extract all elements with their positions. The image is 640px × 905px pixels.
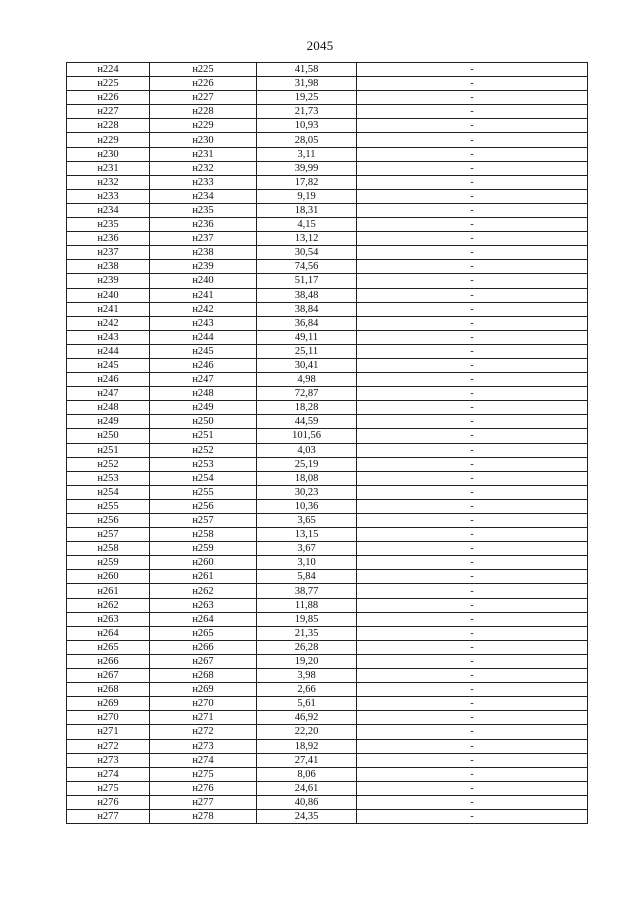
start-point-cell: н247 bbox=[67, 387, 150, 401]
end-point-cell: н248 bbox=[150, 387, 257, 401]
end-point-cell: н249 bbox=[150, 401, 257, 415]
note-cell: - bbox=[357, 316, 588, 330]
length-cell: 101,56 bbox=[257, 429, 357, 443]
end-point-cell: н239 bbox=[150, 260, 257, 274]
note-cell: - bbox=[357, 697, 588, 711]
start-point-cell: н277 bbox=[67, 809, 150, 823]
start-point-cell: н233 bbox=[67, 189, 150, 203]
length-cell: 21,73 bbox=[257, 105, 357, 119]
table-row bbox=[67, 443, 588, 457]
start-point-cell: н241 bbox=[67, 302, 150, 316]
table-row bbox=[67, 401, 588, 415]
length-cell: 27,41 bbox=[257, 753, 357, 767]
table-row bbox=[67, 387, 588, 401]
note-cell: - bbox=[357, 105, 588, 119]
start-point-cell: н271 bbox=[67, 725, 150, 739]
length-cell: 46,92 bbox=[257, 711, 357, 725]
table-row bbox=[67, 499, 588, 513]
table-row bbox=[67, 63, 588, 77]
length-cell: 30,41 bbox=[257, 358, 357, 372]
length-cell: 19,85 bbox=[257, 612, 357, 626]
note-cell: - bbox=[357, 457, 588, 471]
note-cell: - bbox=[357, 485, 588, 499]
length-cell: 2,66 bbox=[257, 683, 357, 697]
length-cell: 30,23 bbox=[257, 485, 357, 499]
table-row bbox=[67, 654, 588, 668]
end-point-cell: н278 bbox=[150, 809, 257, 823]
start-point-cell: н274 bbox=[67, 767, 150, 781]
start-point-cell: н272 bbox=[67, 739, 150, 753]
end-point-cell: н234 bbox=[150, 189, 257, 203]
table-row bbox=[67, 189, 588, 203]
note-cell: - bbox=[357, 556, 588, 570]
table-row bbox=[67, 302, 588, 316]
end-point-cell: н266 bbox=[150, 640, 257, 654]
start-point-cell: н275 bbox=[67, 781, 150, 795]
start-point-cell: н255 bbox=[67, 499, 150, 513]
end-point-cell: н233 bbox=[150, 175, 257, 189]
start-point-cell: н252 bbox=[67, 457, 150, 471]
end-point-cell: н257 bbox=[150, 514, 257, 528]
note-cell: - bbox=[357, 330, 588, 344]
start-point-cell: н262 bbox=[67, 598, 150, 612]
note-cell: - bbox=[357, 387, 588, 401]
start-point-cell: н268 bbox=[67, 683, 150, 697]
end-point-cell: н265 bbox=[150, 626, 257, 640]
length-cell: 72,87 bbox=[257, 387, 357, 401]
start-point-cell: н270 bbox=[67, 711, 150, 725]
table-row bbox=[67, 91, 588, 105]
end-point-cell: н245 bbox=[150, 344, 257, 358]
note-cell: - bbox=[357, 344, 588, 358]
start-point-cell: н248 bbox=[67, 401, 150, 415]
start-point-cell: н234 bbox=[67, 203, 150, 217]
start-point-cell: н226 bbox=[67, 91, 150, 105]
end-point-cell: н272 bbox=[150, 725, 257, 739]
note-cell: - bbox=[357, 415, 588, 429]
note-cell: - bbox=[357, 471, 588, 485]
note-cell: - bbox=[357, 77, 588, 91]
end-point-cell: н228 bbox=[150, 105, 257, 119]
end-point-cell: н229 bbox=[150, 119, 257, 133]
table-row bbox=[67, 739, 588, 753]
end-point-cell: н237 bbox=[150, 232, 257, 246]
end-point-cell: н268 bbox=[150, 669, 257, 683]
end-point-cell: н269 bbox=[150, 683, 257, 697]
table-row bbox=[67, 77, 588, 91]
table-row bbox=[67, 457, 588, 471]
note-cell: - bbox=[357, 640, 588, 654]
table-row bbox=[67, 485, 588, 499]
end-point-cell: н263 bbox=[150, 598, 257, 612]
note-cell: - bbox=[357, 175, 588, 189]
end-point-cell: н267 bbox=[150, 654, 257, 668]
length-cell: 5,84 bbox=[257, 570, 357, 584]
table-row bbox=[67, 232, 588, 246]
table-row bbox=[67, 274, 588, 288]
length-cell: 21,35 bbox=[257, 626, 357, 640]
table-row bbox=[67, 218, 588, 232]
table-row bbox=[67, 598, 588, 612]
table-row bbox=[67, 711, 588, 725]
note-cell: - bbox=[357, 443, 588, 457]
note-cell: - bbox=[357, 767, 588, 781]
start-point-cell: н238 bbox=[67, 260, 150, 274]
start-point-cell: н264 bbox=[67, 626, 150, 640]
table-row bbox=[67, 612, 588, 626]
start-point-cell: н250 bbox=[67, 429, 150, 443]
length-cell: 3,65 bbox=[257, 514, 357, 528]
end-point-cell: н231 bbox=[150, 147, 257, 161]
start-point-cell: н232 bbox=[67, 175, 150, 189]
length-cell: 19,25 bbox=[257, 91, 357, 105]
end-point-cell: н262 bbox=[150, 584, 257, 598]
start-point-cell: н257 bbox=[67, 528, 150, 542]
start-point-cell: н243 bbox=[67, 330, 150, 344]
table-row bbox=[67, 147, 588, 161]
note-cell: - bbox=[357, 232, 588, 246]
length-cell: 13,12 bbox=[257, 232, 357, 246]
table-row bbox=[67, 753, 588, 767]
note-cell: - bbox=[357, 203, 588, 217]
note-cell: - bbox=[357, 63, 588, 77]
length-cell: 38,77 bbox=[257, 584, 357, 598]
boundary-segments-table bbox=[66, 62, 588, 824]
length-cell: 3,11 bbox=[257, 147, 357, 161]
table-row bbox=[67, 767, 588, 781]
length-cell: 3,98 bbox=[257, 669, 357, 683]
start-point-cell: н240 bbox=[67, 288, 150, 302]
length-cell: 18,28 bbox=[257, 401, 357, 415]
start-point-cell: н235 bbox=[67, 218, 150, 232]
start-point-cell: н249 bbox=[67, 415, 150, 429]
end-point-cell: н256 bbox=[150, 499, 257, 513]
end-point-cell: н255 bbox=[150, 485, 257, 499]
note-cell: - bbox=[357, 612, 588, 626]
table-row bbox=[67, 260, 588, 274]
table-row bbox=[67, 133, 588, 147]
end-point-cell: н227 bbox=[150, 91, 257, 105]
length-cell: 51,17 bbox=[257, 274, 357, 288]
start-point-cell: н261 bbox=[67, 584, 150, 598]
end-point-cell: н244 bbox=[150, 330, 257, 344]
table-row bbox=[67, 344, 588, 358]
end-point-cell: н276 bbox=[150, 781, 257, 795]
note-cell: - bbox=[357, 91, 588, 105]
table-row bbox=[67, 105, 588, 119]
length-cell: 41,58 bbox=[257, 63, 357, 77]
end-point-cell: н250 bbox=[150, 415, 257, 429]
end-point-cell: н259 bbox=[150, 542, 257, 556]
table-row bbox=[67, 528, 588, 542]
start-point-cell: н237 bbox=[67, 246, 150, 260]
length-cell: 3,67 bbox=[257, 542, 357, 556]
note-cell: - bbox=[357, 669, 588, 683]
end-point-cell: н274 bbox=[150, 753, 257, 767]
note-cell: - bbox=[357, 302, 588, 316]
end-point-cell: н260 bbox=[150, 556, 257, 570]
length-cell: 4,98 bbox=[257, 373, 357, 387]
note-cell: - bbox=[357, 584, 588, 598]
end-point-cell: н238 bbox=[150, 246, 257, 260]
table-row bbox=[67, 358, 588, 372]
length-cell: 38,84 bbox=[257, 302, 357, 316]
note-cell: - bbox=[357, 781, 588, 795]
end-point-cell: н277 bbox=[150, 795, 257, 809]
table-row bbox=[67, 669, 588, 683]
start-point-cell: н258 bbox=[67, 542, 150, 556]
start-point-cell: н244 bbox=[67, 344, 150, 358]
end-point-cell: н251 bbox=[150, 429, 257, 443]
length-cell: 4,15 bbox=[257, 218, 357, 232]
start-point-cell: н228 bbox=[67, 119, 150, 133]
table-row bbox=[67, 415, 588, 429]
table-body bbox=[67, 63, 588, 824]
table-row bbox=[67, 697, 588, 711]
length-cell: 11,88 bbox=[257, 598, 357, 612]
note-cell: - bbox=[357, 246, 588, 260]
start-point-cell: н267 bbox=[67, 669, 150, 683]
note-cell: - bbox=[357, 514, 588, 528]
start-point-cell: н256 bbox=[67, 514, 150, 528]
end-point-cell: н264 bbox=[150, 612, 257, 626]
table-row bbox=[67, 556, 588, 570]
note-cell: - bbox=[357, 147, 588, 161]
table-row bbox=[67, 640, 588, 654]
start-point-cell: н266 bbox=[67, 654, 150, 668]
length-cell: 18,92 bbox=[257, 739, 357, 753]
note-cell: - bbox=[357, 753, 588, 767]
length-cell: 74,56 bbox=[257, 260, 357, 274]
start-point-cell: н259 bbox=[67, 556, 150, 570]
page-number: 2045 bbox=[306, 38, 334, 53]
note-cell: - bbox=[357, 739, 588, 753]
length-cell: 30,54 bbox=[257, 246, 357, 260]
start-point-cell: н230 bbox=[67, 147, 150, 161]
note-cell: - bbox=[357, 598, 588, 612]
end-point-cell: н242 bbox=[150, 302, 257, 316]
note-cell: - bbox=[357, 189, 588, 203]
note-cell: - bbox=[357, 274, 588, 288]
note-cell: - bbox=[357, 542, 588, 556]
table-row bbox=[67, 781, 588, 795]
length-cell: 10,93 bbox=[257, 119, 357, 133]
table-row bbox=[67, 471, 588, 485]
note-cell: - bbox=[357, 809, 588, 823]
start-point-cell: н229 bbox=[67, 133, 150, 147]
length-cell: 44,59 bbox=[257, 415, 357, 429]
note-cell: - bbox=[357, 654, 588, 668]
length-cell: 24,35 bbox=[257, 809, 357, 823]
start-point-cell: н260 bbox=[67, 570, 150, 584]
table-row bbox=[67, 246, 588, 260]
table-row bbox=[67, 119, 588, 133]
table-row bbox=[67, 161, 588, 175]
end-point-cell: н253 bbox=[150, 457, 257, 471]
length-cell: 18,31 bbox=[257, 203, 357, 217]
length-cell: 5,61 bbox=[257, 697, 357, 711]
end-point-cell: н230 bbox=[150, 133, 257, 147]
length-cell: 28,05 bbox=[257, 133, 357, 147]
length-cell: 24,61 bbox=[257, 781, 357, 795]
note-cell: - bbox=[357, 626, 588, 640]
end-point-cell: н226 bbox=[150, 77, 257, 91]
note-cell: - bbox=[357, 725, 588, 739]
start-point-cell: н251 bbox=[67, 443, 150, 457]
note-cell: - bbox=[357, 795, 588, 809]
table-row bbox=[67, 809, 588, 823]
end-point-cell: н247 bbox=[150, 373, 257, 387]
length-cell: 19,20 bbox=[257, 654, 357, 668]
start-point-cell: н224 bbox=[67, 63, 150, 77]
table-row bbox=[67, 429, 588, 443]
length-cell: 17,82 bbox=[257, 175, 357, 189]
note-cell: - bbox=[357, 570, 588, 584]
end-point-cell: н232 bbox=[150, 161, 257, 175]
start-point-cell: н236 bbox=[67, 232, 150, 246]
table-row bbox=[67, 725, 588, 739]
note-cell: - bbox=[357, 218, 588, 232]
length-cell: 31,98 bbox=[257, 77, 357, 91]
end-point-cell: н271 bbox=[150, 711, 257, 725]
start-point-cell: н227 bbox=[67, 105, 150, 119]
end-point-cell: н243 bbox=[150, 316, 257, 330]
end-point-cell: н258 bbox=[150, 528, 257, 542]
table-row bbox=[67, 626, 588, 640]
start-point-cell: н246 bbox=[67, 373, 150, 387]
length-cell: 4,03 bbox=[257, 443, 357, 457]
note-cell: - bbox=[357, 288, 588, 302]
length-cell: 8,06 bbox=[257, 767, 357, 781]
end-point-cell: н236 bbox=[150, 218, 257, 232]
note-cell: - bbox=[357, 373, 588, 387]
length-cell: 22,20 bbox=[257, 725, 357, 739]
note-cell: - bbox=[357, 358, 588, 372]
start-point-cell: н263 bbox=[67, 612, 150, 626]
table-row bbox=[67, 795, 588, 809]
note-cell: - bbox=[357, 683, 588, 697]
length-cell: 25,11 bbox=[257, 344, 357, 358]
note-cell: - bbox=[357, 161, 588, 175]
table-row bbox=[67, 584, 588, 598]
length-cell: 18,08 bbox=[257, 471, 357, 485]
start-point-cell: н239 bbox=[67, 274, 150, 288]
note-cell: - bbox=[357, 133, 588, 147]
start-point-cell: н276 bbox=[67, 795, 150, 809]
start-point-cell: н231 bbox=[67, 161, 150, 175]
length-cell: 36,84 bbox=[257, 316, 357, 330]
length-cell: 3,10 bbox=[257, 556, 357, 570]
note-cell: - bbox=[357, 499, 588, 513]
note-cell: - bbox=[357, 528, 588, 542]
end-point-cell: н273 bbox=[150, 739, 257, 753]
end-point-cell: н270 bbox=[150, 697, 257, 711]
end-point-cell: н235 bbox=[150, 203, 257, 217]
note-cell: - bbox=[357, 429, 588, 443]
start-point-cell: н245 bbox=[67, 358, 150, 372]
table-row bbox=[67, 316, 588, 330]
end-point-cell: н225 bbox=[150, 63, 257, 77]
start-point-cell: н265 bbox=[67, 640, 150, 654]
table-row bbox=[67, 683, 588, 697]
length-cell: 9,19 bbox=[257, 189, 357, 203]
table-row bbox=[67, 175, 588, 189]
table-row bbox=[67, 570, 588, 584]
length-cell: 25,19 bbox=[257, 457, 357, 471]
end-point-cell: н241 bbox=[150, 288, 257, 302]
note-cell: - bbox=[357, 119, 588, 133]
length-cell: 49,11 bbox=[257, 330, 357, 344]
length-cell: 13,15 bbox=[257, 528, 357, 542]
table-row bbox=[67, 514, 588, 528]
table-row bbox=[67, 330, 588, 344]
end-point-cell: н261 bbox=[150, 570, 257, 584]
start-point-cell: н269 bbox=[67, 697, 150, 711]
table-row bbox=[67, 373, 588, 387]
length-cell: 26,28 bbox=[257, 640, 357, 654]
note-cell: - bbox=[357, 401, 588, 415]
table-row bbox=[67, 542, 588, 556]
table-row bbox=[67, 203, 588, 217]
length-cell: 40,86 bbox=[257, 795, 357, 809]
end-point-cell: н275 bbox=[150, 767, 257, 781]
note-cell: - bbox=[357, 711, 588, 725]
end-point-cell: н252 bbox=[150, 443, 257, 457]
note-cell: - bbox=[357, 260, 588, 274]
length-cell: 39,99 bbox=[257, 161, 357, 175]
table-row bbox=[67, 288, 588, 302]
start-point-cell: н253 bbox=[67, 471, 150, 485]
length-cell: 38,48 bbox=[257, 288, 357, 302]
end-point-cell: н254 bbox=[150, 471, 257, 485]
end-point-cell: н246 bbox=[150, 358, 257, 372]
start-point-cell: н273 bbox=[67, 753, 150, 767]
length-cell: 10,36 bbox=[257, 499, 357, 513]
start-point-cell: н254 bbox=[67, 485, 150, 499]
end-point-cell: н240 bbox=[150, 274, 257, 288]
start-point-cell: н225 bbox=[67, 77, 150, 91]
start-point-cell: н242 bbox=[67, 316, 150, 330]
